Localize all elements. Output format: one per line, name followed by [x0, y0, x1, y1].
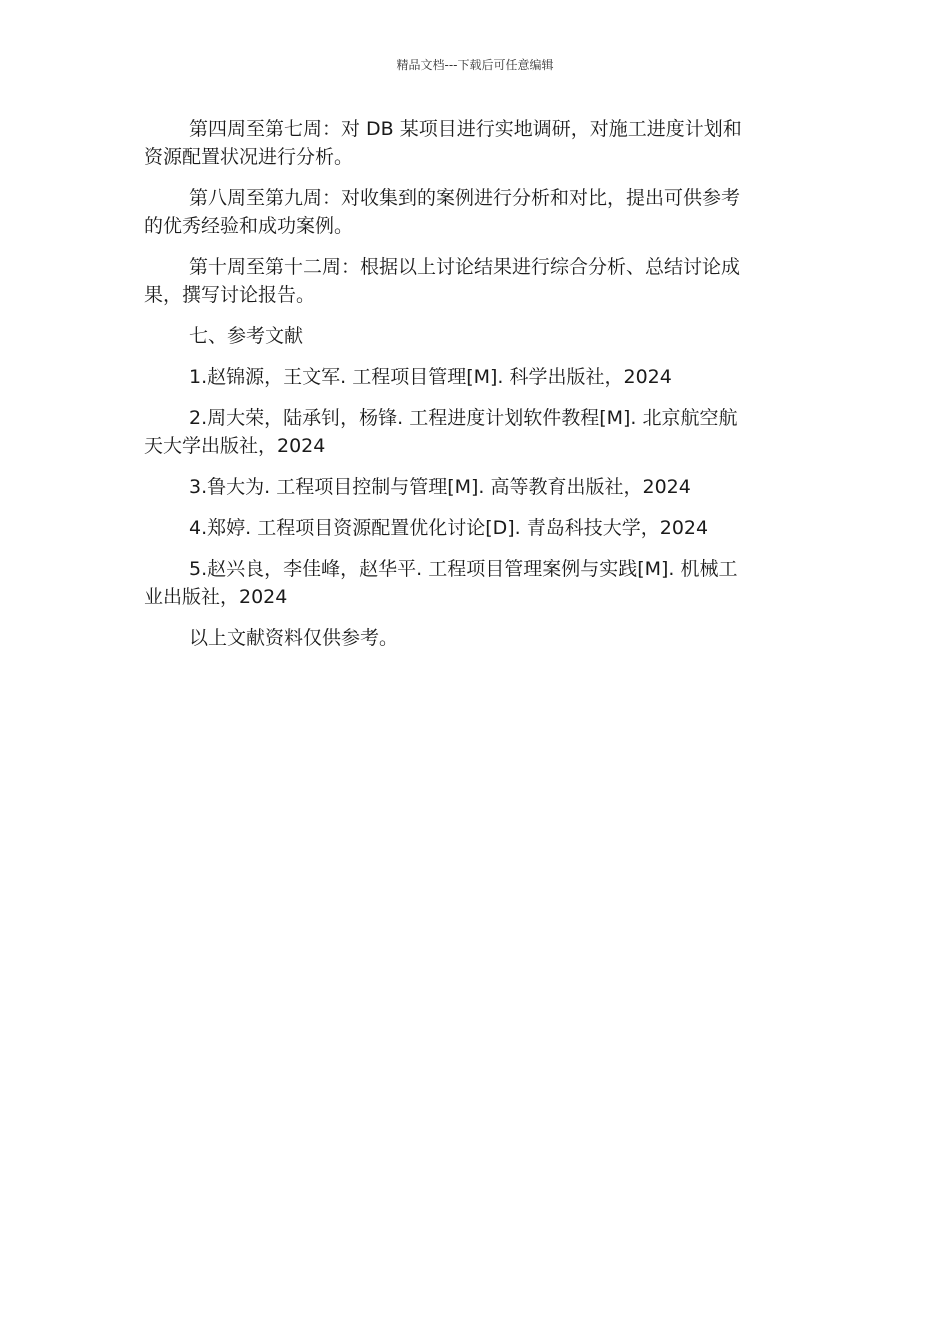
- line: 的优秀经验和成功案例。: [144, 215, 354, 237]
- reference-item-1: [144, 363, 794, 391]
- reference-item-2: [144, 404, 794, 460]
- line: 第四周至第七周：对 DB 某项目进行实地调研，对施工进度计划和: [189, 118, 742, 140]
- schedule-paragraph-week8-9: [144, 184, 794, 240]
- line: 七、参考文献: [189, 325, 304, 347]
- section-heading-references: [144, 322, 794, 350]
- line: 3.鲁大为. 工程项目控制与管理[M]. 高等教育出版社，2024: [189, 476, 691, 498]
- document-body: [144, 115, 794, 665]
- reference-item-4: [144, 514, 794, 542]
- line: 5.赵兴良，李佳峰，赵华平. 工程项目管理案例与实践[M]. 机械工: [189, 558, 738, 580]
- closing-note: [144, 624, 794, 652]
- line: 以上文献资料仅供参考。: [189, 627, 399, 649]
- schedule-paragraph-week4-7: [144, 115, 794, 171]
- line: 果，撰写讨论报告。: [144, 284, 316, 306]
- reference-item-5: [144, 555, 794, 611]
- reference-item-3: [144, 473, 794, 501]
- line: 天大学出版社，2024: [144, 435, 326, 457]
- line: 业出版社，2024: [144, 586, 288, 608]
- line: 2.周大荣，陆承钊，杨锋. 工程进度计划软件教程[M]. 北京航空航: [189, 407, 738, 429]
- line: 4.郑婷. 工程项目资源配置优化讨论[D]. 青岛科技大学，2024: [189, 517, 709, 539]
- line: 第八周至第九周：对收集到的案例进行分析和对比，提出可供参考: [189, 187, 741, 209]
- line: 1.赵锦源，王文军. 工程项目管理[M]. 科学出版社，2024: [189, 366, 672, 388]
- schedule-paragraph-week10-12: [144, 253, 794, 309]
- line: 第十周至第十二周：根据以上讨论结果进行综合分析、总结讨论成: [189, 256, 741, 278]
- page-header: 精品文档---下载后可任意编辑: [396, 58, 554, 72]
- line: 资源配置状况进行分析。: [144, 146, 354, 168]
